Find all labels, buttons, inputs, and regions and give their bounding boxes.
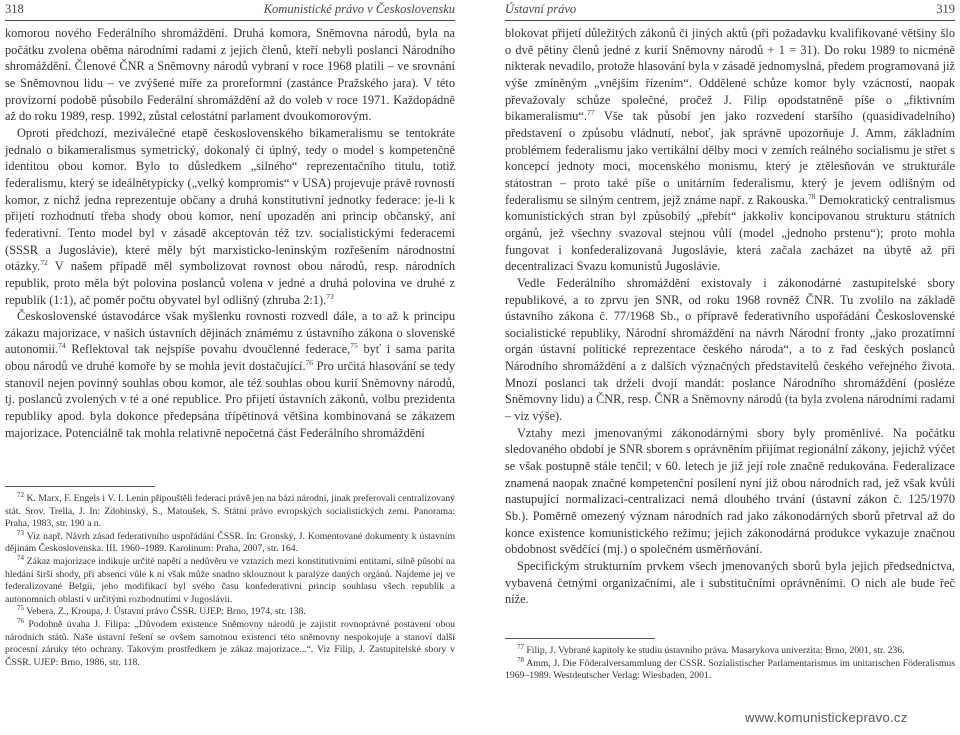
footnote-ref[interactable]: 72 [40,258,48,268]
footer-url[interactable]: www.komunistickepravo.cz [745,710,908,725]
running-title: Komunistické právo v Československu [263,2,455,16]
footnote: $^{75}$ Vebera, Z., Kroupa, J. Ústavní právo ČSSR. UJEP: Brno, 1974, str. 138. [17,604,306,618]
footnotes [505,638,955,683]
footnote-ref[interactable]: 75 [350,341,358,351]
paragraph: komorou nového Federálního shromáždění. Druhá komora, Sněmovna národů, byla na počátku zvolena oběma národními radami z jejich členů, kteří nebyli poslanci Národního shromáždění. Členové ČNR a Sněmovny národů vybraní v roce 1968 platili – ve srovnání se Sněmovnou lidu – ve zvýšené míře za proreformní (zastánce Pražského jara). V této provizorní podobě působilo Federální shromáždění až do voleb v roce 1971. Každopádně až do roku 1989, resp. 1992, zůstal celostátní parlament dvoukomorovým. [5,26,455,124]
right-page [505,0,955,682]
left-page [5,0,456,668]
body-text [505,25,955,608]
running-head [505,0,955,20]
footnote-ref[interactable]: 74 [58,341,66,351]
footnote: $^{74}$ Zákaz majorizace indikuje určité napětí a nedůvěru ve vztazích mezi konstitutivními entitami, silně působí na hledání širší shody, při absenci vůle k ní však může snadno sklouznout k paralýze daných orgánů. Najdeme jej ve federalizované Belgii, jeho modifikací byl svého času konfederativní princip souhlasu všech republik a autonomních oblastí v určitými rozhodnutími v Jugoslávii. [5,553,456,605]
paragraph: Specifickým strukturním prvkem všech jmenovaných sborů byla jejich předsednictva, vybavená četnými organizačními, ale i substitučními oprávněními. O nich ale bude řeč níže. [505,559,955,607]
footnote: $^{72}$ K. Marx, F. Engels i V. I. Lenin připouštěli federaci právě jen na bázi národní, jinak preferovali centralizovaný stát. Srov. Trella, J. In: Zdobinský, S., Matoušek, S. Státní právo evropských socialistických zemí. Panorama: Praha, 1983, str. 190 a n. [5,490,456,530]
footnote-ref[interactable]: 76 [305,358,314,368]
footnote: $^{76}$ Podobně úvaha J. Filipa: „Důvodem existence Sněmovny národů je zajistit rovnoprávné postavení obou národních států. Naše ústavní řešení se ovšem samotnou existencí této sněmovny nespokojuje a stanoví další procesní záruky této ochrany. Takovým prostředkem je zákaz majorizace...“. Viz Filip, J. Zastupitelské sbory v ČSSR. UJEP: Brno, 1986, str. 118. [5,616,456,668]
footnote-rule [5,486,155,487]
footnote: $^{77}$ Filip, J. Vybrané kapitoly ke studiu ústavního práva. Masarykova univerzita: Brno, 2001, str. 236. [517,642,905,656]
header-rule [505,20,955,21]
paragraph: Vztahy mezi jmenovanými zákonodárnými sbory byly proměnlivé. Na počátku sledovaného období je SNR sborem s oprávněním přijímat regionální zákony, jejichž výčet se však postupně stále tenčil; v 60. letech je již její role značně redukována. Federalizace znamená naopak značné kompetenční posílení nyní již obou národních rad, jež však kvůli nastupující normalizaci-centralizaci nemá dlouhého trvání (ústavní zákon č. 125/1970 Sb.). Poměrně omezený význam národních rad jako zákonodárných sborů přetrval až do konce existence komunistického režimu; jejich zákonodárná produkce vykazuje značnou obdobnost svědčící (mj.) o společném usměrňování. [505,425,955,557]
footnote: $^{78}$ Amm, J. Die Föderalversammlung der CSSR. Sozialistischer Parlamentarismus im unitarischen Föderalismus 1969–1989. Westdeutscher Verlag: Wiesbaden, 2001. [505,655,955,682]
body-text [5,25,455,441]
paragraph: Československé ústavodárce však myšlenku rovnosti rozvedl dále, a to až k principu zákazu majorizace, v našich ústavních dějinách známému z ústavního zákona o slovenské autonomii.$^{74}$ Reflektoval tak nejspíše povahu dvoučlenné federace,$^{75}$ byť i sama parita obou národů ve druhé komoře by se mohla jevit dostačující.$^{76}$ Pro určitá hlasování se tedy stanovil nejen povinný souhlas obou komor, ale též souhlas obou kurií Sněmovny národů, tj. poslanců zvolených v té a oné republice. Pro přijetí ústavních zákonů, volbu prezidenta republiky apod. byla dokonce předepsána třípětinová většina kombinovaná se zákazem majorizace. Potenciálně tak mohla relativně nepočetná část Federálního shromáždění [5,309,455,440]
running-head [5,0,455,20]
footnotes [5,486,455,669]
paragraph: blokovat přijetí důležitých zákonů či jiných aktů (při požadavku kvalifikované většiny šlo o dvě pětiny členů jedné z kurií Sněmovny národů + 1 = 31). Do roku 1989 to nicméně nikterak nevadilo, protože hlasování byla v zásadě jednomyslná, předem programovaná již výše zmíněným „vnějším řízením“. Oddělené schůze komor byly vzácností, naopak převažovaly schůze společné, pročež J. Filip opodstatněně píše o „fiktivním bikameralismu“.$^{77}$ Vše tak působí jen jako rozvedení staršího (quasidivadelního) představení o způsobu vládnutí, neboť, jak správně upozorňuje J. Amm, základním problémem federalismu jako vertikální dělby moci v zemích reálného socialismu je střet s koncepcí jednoty moci, mocenského monismu, který je ztělesňován ve strukturále státostran – proto také píše o unitárním federalismu, který je jevem odlišným od federalismu se silným centrem, jejž známe např. z Rakouska.$^{78}$ Demokratický centralismus komunistických stran byl způsobilý „přebít“ jakkoliv koncipovanou strukturu státních orgánů, jež všechny svazoval stejnou vůlí (model „jednoho prstenu“); proto mohla fungovat i konfederalizovaná Jugoslávie, která začala zacházet na úbytě až při decentralizaci Svazu komunistů Jugoslávie. [505,26,955,274]
footnote: $^{73}$ Viz např. Návrh zásad federativního uspořádání ČSSR. In: Gronský, J. Komentované dokumenty k ústavním dějinám Československa. III. 1960–1989. Karolinum: Praha, 2007, str. 164. [5,528,455,555]
page-number: 318 [5,2,24,16]
footnote-ref[interactable]: 77 [586,108,595,118]
footnote-rule [505,638,655,639]
footnote-ref[interactable]: 73 [326,291,334,301]
header-rule [5,20,455,21]
page-number: 319 [936,2,955,16]
footnote-ref[interactable]: 78 [808,191,816,201]
running-title: Ústavní právo [505,2,577,16]
paragraph: Oproti předchozí, meziválečné etapě československého bikameralismu se tentokráte jednalo o bikameralismus symetrický, dokonalý či úplný, tedy o model s kompetenčně identitou obou komor. Bylo to důsledkem „silného“ reprezentačního titulu, totiž federalismu, který se ideálnětypicky („velký kompromis“ v USA) projevuje právě rovností komor, z nichž jedna reprezentuje občany a druhá konstitutivní jednotky federace: je-li k přijetí rozhodnutí třeba shody obou komor, není upozaděn ani princip občanský, ani federativní. Tento model byl v zásadě akceptován též tzv. socialistickými federacemi (SSSR a Jugoslávie), které měly být marxisticko-leninským rozřešením národnostní otázky.$^{72}$ V našem případě měl symbolizovat rovnost obou národů, resp. národních republik, proto měla být polovina poslanců volena v jedné a druhá polovina ve druhé z republik (1:1), ač poměr počtu obyvatel byl odlišný (zhruba 2:1).$^{73}$ [5,125,455,307]
paragraph: Vedle Federálního shromáždění existovaly i zákonodárné zastupitelské sbory republikové, a to zprvu jen SNR, od roku 1968 rovněž ČNR. Tu zvolilo na základě ústavního zákona č. 77/1968 Sb., o přípravě federativního uspořádání Československé socialistické republiky, Národní shromáždění na návrh Národní fronty „jako prozatímní orgán ústavní politické reprezentace českého národa“, a to z řad českých poslanců Národního shromáždění a z dalších význačných představitelů českého veřejného života. Mnozí poslanci tak drželi dvojí mandát: poslance Národního shromáždění (posléze Sněmovny lidu) a ČNR, resp. ČNR a Sněmovny národů (ta byla zvolena národními radami – viz výše). [505,275,955,424]
